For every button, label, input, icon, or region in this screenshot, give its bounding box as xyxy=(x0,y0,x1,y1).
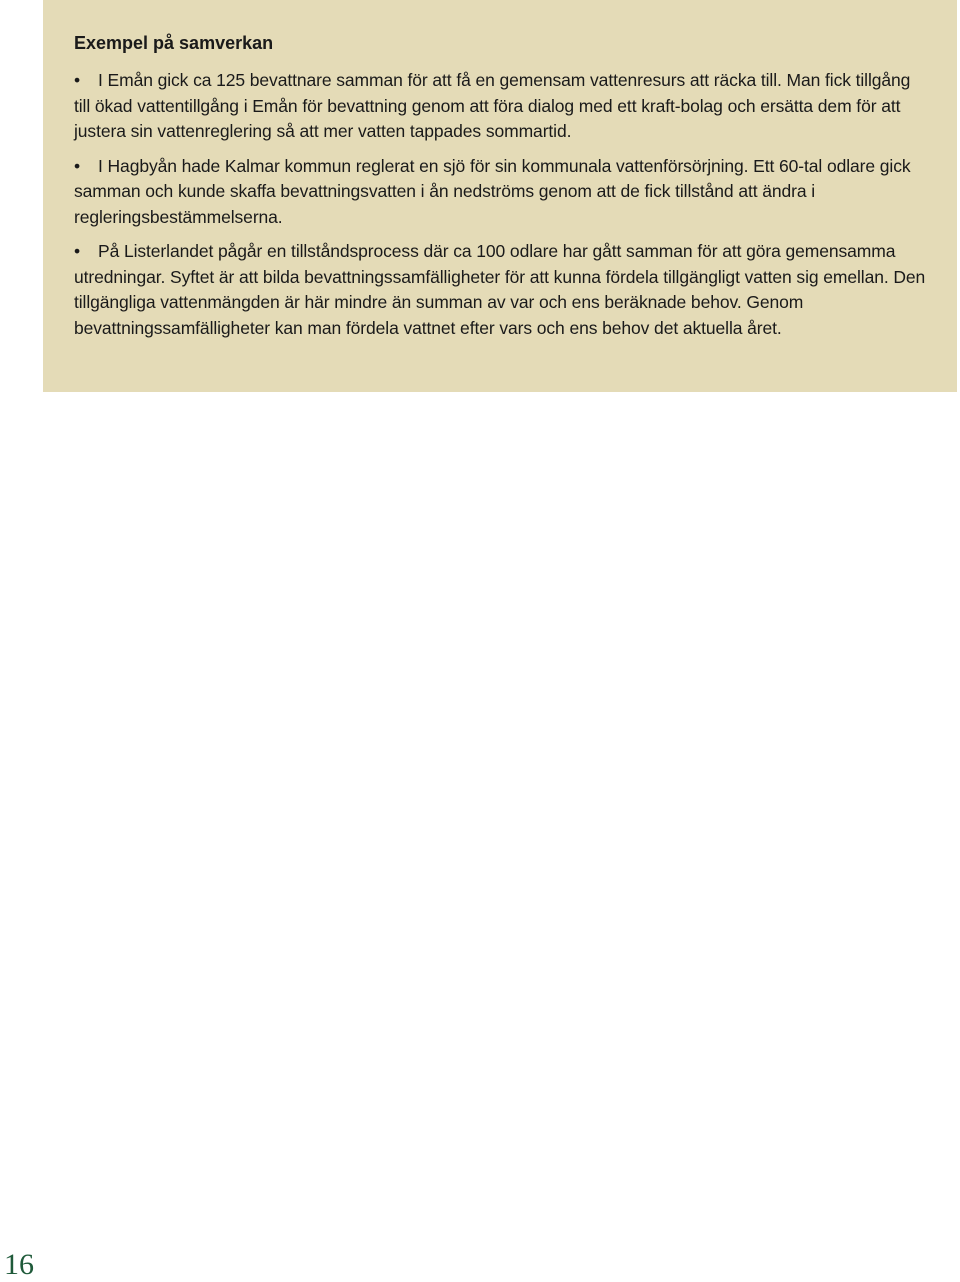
list-item-text: På Listerlandet pågår en tillståndsprocess där ca 100 odlare har gått samman för att göra gemensamma utredningar. Syftet är att bilda bevattningssamfälligheter för att kunna fördela tillgängligt vatten sig emellan. Den tillgängliga vattenmängden är här mindre än summan av var och ens beräknade behov. Genom bevattningssamfälligheter kan man fördela vattnet efter vars och ens behov det aktuella året. xyxy=(74,241,926,338)
bullet-icon: • xyxy=(74,155,81,176)
box-title: Exempel på samverkan xyxy=(74,33,274,53)
list-item xyxy=(74,154,927,231)
list-item-text: I Emån gick ca 125 bevattnare samman för att få en gemensam vattenresurs att räcka till. Man fick tillgång till ökad vattentillgång i Emån för bevattning genom att föra dialog med ett kraft-bolag och ersätta dem för att justera sin vattenreglering så att mer vatten tappades sommartid. xyxy=(74,70,911,141)
page-number: 16 xyxy=(4,1248,34,1281)
bullet-icon: • xyxy=(74,70,81,90)
list-item xyxy=(74,239,927,341)
list-item-text: I Hagbyån hade Kalmar kommun reglerat en sjö för sin kommunala vattenförsörjning. Ett 60-tal odlare gick samman och kunde skaffa bevattningsvatten i ån nedströms genom att de fick tillstånd att ändra i regleringsbestämmelserna. xyxy=(74,155,911,227)
bullet-icon: • xyxy=(74,241,81,261)
example-box xyxy=(43,0,957,392)
list-item xyxy=(74,68,927,145)
